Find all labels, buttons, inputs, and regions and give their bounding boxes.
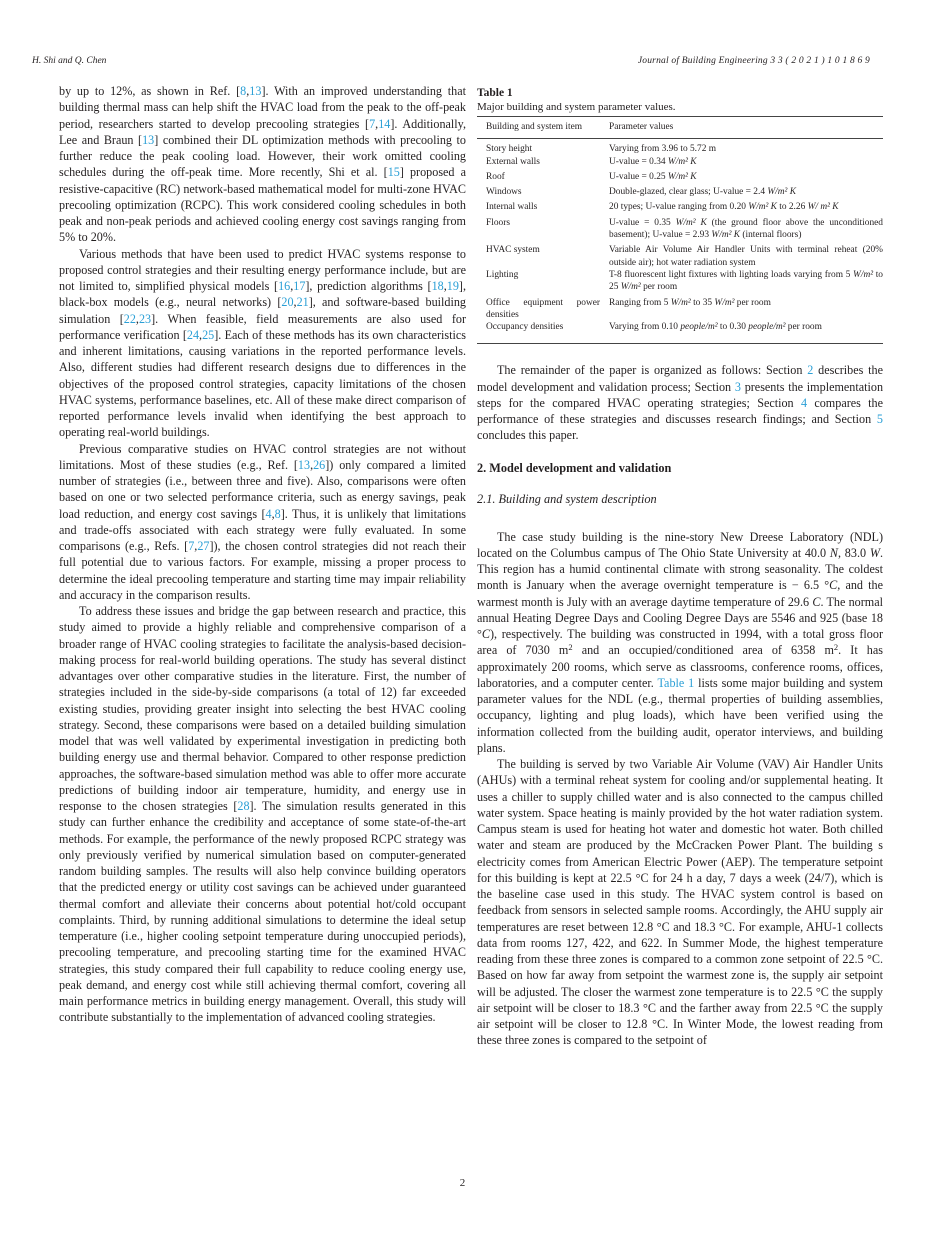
- citation-link[interactable]: 18: [431, 279, 444, 293]
- row-item: Internal walls: [486, 202, 538, 213]
- row-value: Varying from 0.10 people/m² to 0.30 people/m² per room: [609, 322, 822, 333]
- citation-link[interactable]: 13: [249, 84, 262, 98]
- right-column: [477, 87, 883, 1049]
- citation-link[interactable]: 8: [240, 84, 247, 98]
- citation-link[interactable]: 17: [293, 279, 306, 293]
- row-value: Variable Air Volume Air Handler Units with terminal reheat (20% outside air); hot water radiation system: [609, 245, 883, 268]
- table-label: Table 1: [477, 87, 513, 99]
- citation-link[interactable]: 28: [237, 799, 250, 813]
- citation-link[interactable]: 26: [313, 457, 326, 472]
- paragraph-paper-outline: The remainder of the paper is organized as follows: Section 2 describes the model development and validation process; Section 3 presents the implementation steps for the compared HVAC operating strategies; Section 4 compares the performance of these strategies and discusses research findings; and Section 5 concludes this paper.: [477, 363, 884, 443]
- header-authors: H. Shi and Q. Chen: [32, 56, 107, 66]
- citation-link[interactable]: 19: [446, 279, 459, 293]
- table-header-row: [477, 117, 883, 139]
- paragraph-hvac-system: The building is served by two Variable Air Volume (VAV) Air Handler Units (AHUs) with a terminal reheat system for cooling and/or supplemental heating. It uses a chiller to supply chilled water and is also connected to the campus chilled water system. Space heating is mainly provided by the hot water radiation system. Campus steam is used for heating hot water and domestic hot water. Both chilled water and steam are produced by the McCracken Power Plant. The building s electricity comes from American Electric Power (AEP). The temperature setpoint for this building is kept at 22.5 °C for 24 h a day, 7 days a week (24/7), which is the baseline case used in this study. The HVAC system control is based on feedback from sensors in selected sample rooms. Accordingly, the AHU supply air temperatures are reset between 12.8 °C and 18.3 °C. For example, AHU-1 collects data from rooms 127, 422, and 622. In Summer Mode, the highest temperature reading from these three zones is compared to a common zone setpoint of 22.5 °C. Based on how far away from setpoint the warmest zone is, the supply air setpoint will be adjusted. The closer the warmest zone temperature is to 22.5 °C the supply air setpoint will be closer to 18.3 °C and the farther away from 22.5 °C the supply air setpoint will be closer to 12.8 °C. In Winter Mode, the lowest reading from these three zones is compared to the setpoint of: [477, 757, 883, 1048]
- citation-link[interactable]: 16: [278, 279, 291, 293]
- row-item: HVAC system: [486, 245, 540, 256]
- table-row: [477, 139, 883, 156]
- section-link[interactable]: 5: [876, 412, 883, 427]
- parameter-table: [477, 116, 883, 344]
- row-value: Double-glazed, clear glass; U-value = 2.4 W/m² K: [609, 187, 796, 198]
- running-header: [32, 56, 870, 70]
- citation-link[interactable]: 14: [378, 116, 391, 131]
- citation-link[interactable]: 27: [197, 539, 210, 553]
- paragraph-prediction-methods: Various methods that have been used to predict HVAC systems response to proposed control strategies and their resulting energy performance include, but are not limited to, simplified physical models [16,17], prediction algorithms [18,19], black-box models (e.g., neural networks) [20,21], and software-based building simulation [22,23]. When feasible, field measurements are also used for performance verification [24,25]. Each of these methods has its own characteristics and inherent limitations, causing variations in the reported performance levels. Also, different studies had different research designs due to differences in the objectives of the proposed control strategies, capacity limitations of the chosen HVAC systems, performance baselines, etc. All of these make direct comparison of reported performance levels invalid when identifying the best approach to operating real-world buildings.: [59, 246, 466, 440]
- table-row: [477, 171, 883, 186]
- table-row: [477, 217, 883, 245]
- column-header-item: Building and system item: [477, 117, 600, 139]
- paragraph-comparative-limitations: Previous comparative studies on HVAC control strategies are not without limitations. Most of these studies (e.g., Ref. [13,26]) only compared a limited number of strategies (i.e., between three and five). Also, comparisons were often based on one or two selected performance criteria, such as energy savings, peak load reduction, and energy cost savings [4,8]. Thus, it is unlikely that limitations and trade-offs associated with each strategy were fully evaluated. In some comparisons (e.g., Refs. [7,27]), the chosen control strategies did not reach their full potential due to various factors. For example, missing a proper process to determine the ideal precooling temperature and starting time may impair reliability and accuracy in the comparison results.: [59, 441, 466, 602]
- citation-link[interactable]: 7: [369, 116, 376, 131]
- row-value: T-8 fluorescent light fixtures with lighting loads varying from 5 W/m² to 25 W/m² per room: [609, 269, 883, 293]
- table-row: [477, 186, 883, 201]
- table-row: [477, 297, 883, 322]
- citation-link[interactable]: 13: [142, 132, 155, 147]
- paragraph-study-advantages: To address these issues and bridge the gap between research and practice, this study aimed to provide a highly reliable and comprehensive comparison of a broader range of HVAC cooling strategies to facilitate the analysis-based decision-making process for real-world building operations. The study has several distinct advantages over other comparative studies in the literature. First, the number of strategies included in the side-by-side comparisons (a total of 12) far exceeded existing studies, providing greater insight into selecting the best HVAC cooling strategy. Second, these comparisons were based on a detailed building simulation model that was well validated by experimental investigation in predicting both building energy use and thermal behavior. Compared to other response prediction approaches, the software-based simulation method was able to offer more accurate predictions of building indoor air temperature, humidity, and energy use in response to the chosen strategies [28]. The simulation results generated in this study can further enhance the credibility and acceptance of some state-of-the-art methods. For example, the performance of the newly proposed RCPC strategy was only previously verified by numerical simulation based on computer-generated random building samples. The results will also help convince building operators that the predicted energy or utility cost savings can be achieved under guaranteed thermal comfort and alleviate their concerns about potential hot/cold occupant complaints. Third, by running additional simulations to determine the ideal setup temperature (i.e., higher cooling setpoint temperature during unoccupied periods), precooling temperature, and precooling starting time for the examined HVAC strategies, this study compared their full capability to reduce cooling energy use, peak demand, and energy cost while still achieving thermal comfort, covering all main performance metrics in building energy management. Overall, this study will contribute substantially to the implementation of advanced cooling strategies.: [59, 604, 466, 1025]
- citation-link[interactable]: 24: [186, 327, 200, 342]
- row-item: Windows: [486, 187, 522, 198]
- row-item: External walls: [486, 156, 540, 167]
- row-item: Roof: [486, 171, 505, 182]
- citation-link[interactable]: 15: [387, 165, 400, 180]
- citation-link[interactable]: 23: [138, 311, 152, 326]
- paragraph-precooling-history: by up to 12%, as shown in Ref. [8,13]. With an improved understanding that building thermal mass can help shift the HVAC load from the peak to the off-peak period, researchers started to develop precooling strategies [7,14]. Additionally, Lee and Braun [13] combined their DL optimization methods with precooling to further reduce the peak cooling load. However, their work omitted cooling schedules during the off-peak time. More recently, Shi et al. [15] proposed a resistive-capacitive (RC) network-based mathematical model for multi-zone HVAC precooling optimization (RCPC). This work considered cooling schedules in both peak and non-peak periods and achieved cooling energy cost savings ranging from 5% to 20%.: [59, 84, 466, 245]
- section-heading: 2. Model development and validation: [477, 460, 672, 475]
- table-row: [477, 321, 883, 344]
- citation-link[interactable]: 8: [274, 506, 281, 521]
- row-item: Lighting: [486, 269, 519, 280]
- citation-link[interactable]: 22: [123, 311, 136, 326]
- row-item: Office equipment power densities: [486, 297, 600, 320]
- row-value: U-value = 0.35 W/m² K (the ground floor above the unconditioned basement); U-value = 2.93 W/m² K (internal floors): [609, 217, 883, 241]
- row-item: Story height: [486, 144, 533, 155]
- section-link[interactable]: 2: [807, 363, 814, 378]
- section-link[interactable]: 4: [800, 395, 808, 410]
- section-link[interactable]: 3: [734, 379, 741, 394]
- citation-link[interactable]: 25: [202, 327, 215, 342]
- spacer: [477, 507, 883, 529]
- row-value: U-value = 0.25 W/m² K: [609, 171, 697, 182]
- citation-link[interactable]: 4: [265, 506, 272, 521]
- row-item: Floors: [486, 217, 510, 228]
- page-number: 2: [459, 1177, 466, 1189]
- table-row: [477, 269, 883, 297]
- column-header-values: Parameter values: [600, 117, 883, 139]
- table-row: [477, 201, 883, 216]
- row-value: 20 types; U-value ranging from 0.20 W/m² K to 2.26 W/ m² K: [609, 202, 839, 213]
- row-item: Occupancy densities: [486, 322, 564, 333]
- table-row: [477, 244, 883, 269]
- table-row: [477, 156, 883, 171]
- citation-link[interactable]: 13: [297, 457, 311, 472]
- citation-link[interactable]: 20: [281, 295, 294, 310]
- citation-link[interactable]: 7: [188, 539, 195, 553]
- left-column: [59, 83, 466, 1026]
- header-journal: Journal of Building Engineering 3 3 ( 2 0 2 1 ) 1 0 1 8 6 9: [637, 56, 870, 66]
- citation-link[interactable]: 21: [296, 295, 309, 310]
- table-1: [477, 87, 883, 344]
- row-value: U-value = 0.34 W/m² K: [609, 156, 697, 167]
- table-caption: Major building and system parameter values.: [477, 101, 676, 113]
- subsection-heading: 2.1. Building and system description: [477, 491, 657, 506]
- row-value: Ranging from 5 W/m² to 35 W/m² per room: [609, 297, 771, 308]
- table-link[interactable]: Table 1: [657, 675, 695, 690]
- row-value: Varying from 3.96 to 5.72 m: [609, 144, 717, 155]
- paragraph-building-description: The case study building is the nine-story New Dreese Laboratory (NDL) located on the Columbus campus of The Ohio State University at 40.0 N, 83.0 W. This region has a humid continental climate with strong seasonality. The coldest month is January when the average overnight temperature is − 6.5 °C, and the warmest month is July with an average daytime temperature of 29.6 C. The normal annual Heating Degree Days and Cooling Degree Days are 5546 and 925 (base 18 °C), respectively. The building was constructed in 1994, with a total gross floor area of 7030 $m^2$ and an occupied/conditioned area of 6358 $m^2$. It has approximately 200 rooms, which serve as classrooms, conference rooms, offices, laboratories, and a computer center. Table 1 lists some major building and system parameter values for the NDL (e.g., thermal properties of building assemblies, occupancy, lighting and plug loads), which have been verified using the information collected from the building audit, operator interviews, and building plans.: [477, 529, 884, 755]
